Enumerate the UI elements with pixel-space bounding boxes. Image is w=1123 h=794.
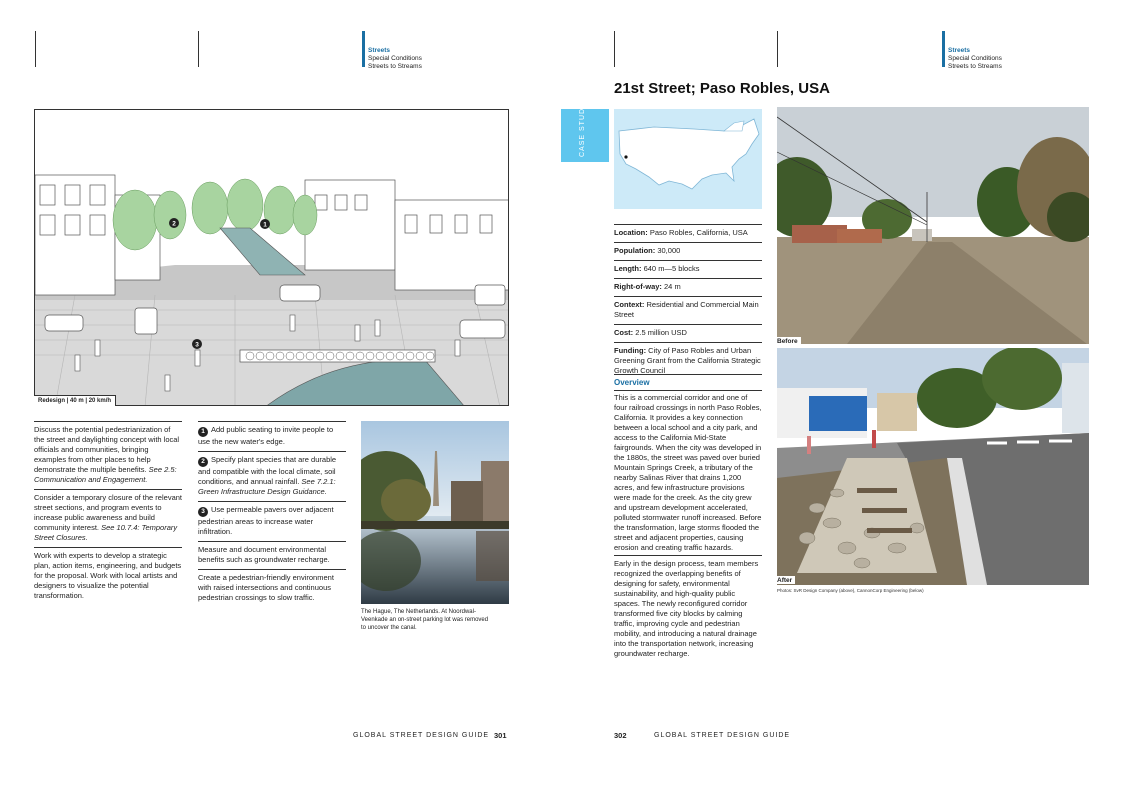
section-tag-line3: Streets to Streams [368,63,422,70]
section-tag-right [948,47,1002,71]
marker-3: 3 [195,341,199,349]
step-3: 3 Use permeable pavers over adjacent pedestrian areas to increase water infiltration. [198,501,346,537]
header-divider-3 [614,31,615,67]
street-illustration-drawing [35,110,509,406]
page-number-left: 301 [494,731,507,740]
overview-paragraph-1: This is a commercial corridor and one of four railroad crossings in north Paso Robles, California. It provides a key connection between a local school and a city park, and access to the California Mid-State fairgrounds. When the city was developed in the 1880s, the street was paved over buried Mountain Springs Creek, a tributary of the nearby Salinas River that drains 1,200 acres, and few infrastructure provisions were made for the creek. As the city grew and upstream development accelerated, polluted stormwater runoff increased. Before the transformation, large storms flooded the street and adjacent properties, causing erosion and creating traffic hazards. [614,393,762,552]
middle-paragraph-5: Create a pedestrian-friendly environment with raised intersections and continuous pedestrian crossings to slow traffic. [198,569,346,603]
after-photo [777,348,1089,585]
fact-context: Context: Residential and Commercial Main Street [614,296,762,324]
header-divider-1 [35,31,36,67]
canal-photo [361,421,509,604]
step-1: 1 Add public seating to invite people to use the new water's edge. [198,421,346,447]
middle-paragraph-4: Measure and document environmental benefits such as groundwater recharge. [198,541,346,565]
left-column [34,421,182,605]
left-paragraph-3: Work with experts to develop a strategic plan, action items, engineering, and budgets for the proposal. Work with local artists and designers to visualize the potential transformation. [34,547,182,601]
header-divider-2 [198,31,199,67]
header-divider-4 [777,31,778,67]
footer-left-title: GLOBAL STREET DESIGN GUIDE [353,732,490,739]
case-study-label: CASE STUDY [579,102,586,157]
section-tag-left [368,47,422,71]
overview-body [614,393,762,663]
fact-population: Population: 30,000 [614,242,762,260]
before-photo [777,107,1089,344]
fact-length: Length: 640 m—5 blocks [614,260,762,278]
fact-cost: Cost: 2.5 million USD [614,324,762,342]
photo-credit: Photos: SvR Design Company (above), CannonCorp Engineering (below) [777,588,924,593]
fact-funding: Funding: City of Paso Robles and Urban Greening Grant from the California Strategic Growth Council [614,342,762,380]
step-2-number: 2 [198,457,208,467]
marker-2: 2 [172,220,176,228]
after-label: After [777,576,795,584]
step-3-number: 3 [198,507,208,517]
middle-column [198,421,346,607]
overview-heading: Overview [614,374,762,391]
section-tag-line1: Streets [368,47,391,54]
section-tag-line1: Streets [948,47,971,54]
section-tag-line2: Special Conditions [948,55,1002,62]
canal-photo-caption: The Hague, The Netherlands. At Noordwal-Veenkade an on-street parking lot was removed to uncover the canal. [361,609,489,631]
page-title: 21st Street; Paso Robles, USA [614,80,830,97]
section-tag-line3: Streets to Streams [948,63,1002,70]
facts-list [614,224,762,380]
case-study-tab [561,102,609,162]
before-label: Before [777,337,801,345]
location-map [614,109,762,209]
step-2: 2 Specify plant species that are durable and compatible with the local climate, soil conditions, and annual rainfall. See 7.2.1: Green Infrastructure Design Guidance. [198,451,346,497]
left-paragraph-1: Discuss the potential pedestrianization of the street and daylighting concept with local officials and communities, bringing examples from other places to help demonstrate the multiple benefits. See 2.5: Communication and Engagement. [34,421,182,485]
left-paragraph-1-reference: See 2.5: Communication and Engagement. [34,465,177,484]
usa-map-drawing [614,109,762,209]
illustration-label: Redesign | 40 m | 20 km/h [34,395,116,406]
left-paragraph-2: Consider a temporary closure of the relevant street sections, and program events to increase public awareness and build community interest. See 10.7.4: Temporary Street Closures. [34,489,182,543]
section-tag-line2: Special Conditions [368,55,422,62]
fact-right-of-way: Right-of-way: 24 m [614,278,762,296]
overview-paragraph-2: Early in the design process, team members recognized the overlapping benefits of designing for safety, environmental sustainability, and high-quality public spaces. The newly reconfigured corridor transformed five city blocks by calming traffic, improving cycle and pedestrian mobility, and introducing a natural drainage into the transportation network, increasing groundwater recharge. [614,555,762,659]
step-2-reference: See 7.2.1: Green Infrastructure Design Guidance. [198,477,336,496]
page-number-right: 302 [614,731,627,740]
footer-right-title: GLOBAL STREET DESIGN GUIDE [654,732,791,739]
left-paragraph-2-reference: See 10.7.4: Temporary Street Closures. [34,523,178,542]
street-redesign-illustration [34,109,509,406]
marker-1: 1 [263,221,267,229]
step-1-number: 1 [198,427,208,437]
fact-location: Location: Paso Robles, California, USA [614,224,762,242]
